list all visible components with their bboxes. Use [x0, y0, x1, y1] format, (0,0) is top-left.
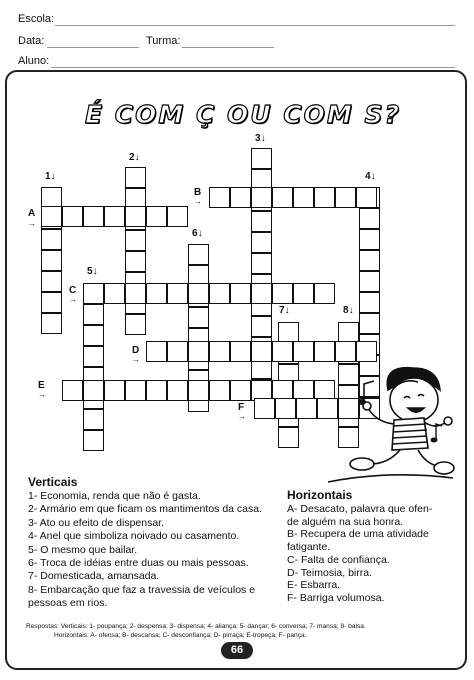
arrow-f-icon: →: [238, 412, 246, 421]
crossword-cell[interactable]: [278, 427, 299, 448]
crossword-cell[interactable]: [335, 341, 356, 362]
crossword-cell[interactable]: [83, 206, 104, 227]
crossword-cell[interactable]: [209, 380, 230, 401]
horizontais-clue: D- Teimosia, birra.: [287, 566, 372, 579]
clue-number-7: 7↓: [279, 305, 290, 316]
crossword-cell[interactable]: [293, 283, 314, 304]
crossword-cell[interactable]: [41, 206, 62, 227]
horizontais-clue: A- Desacato, palavra que ofen-: [287, 503, 433, 515]
music-note-icon: [428, 420, 448, 446]
data-label: Data:: [18, 35, 45, 47]
crossword-cell[interactable]: [356, 187, 377, 208]
crossword-cell[interactable]: [359, 271, 380, 292]
crossword-cell[interactable]: [251, 187, 272, 208]
page-title: É COM Ç OU COM S?: [85, 100, 401, 129]
crossword-cell[interactable]: [188, 380, 209, 401]
crossword-cell[interactable]: [83, 304, 104, 325]
crossword-cell[interactable]: [125, 251, 146, 272]
crossword-cell[interactable]: [83, 380, 104, 401]
crossword-cell[interactable]: [296, 398, 317, 419]
crossword-cell[interactable]: [272, 283, 293, 304]
crossword-cell[interactable]: [230, 283, 251, 304]
crossword-cell[interactable]: [41, 292, 62, 313]
crossword-cell[interactable]: [251, 211, 272, 232]
horizontais-clue: C- Falta de confiança.: [287, 553, 390, 566]
crossword-cell[interactable]: [41, 229, 62, 250]
crossword-cell[interactable]: [62, 206, 83, 227]
crossword-cell[interactable]: [146, 206, 167, 227]
crossword-cell[interactable]: [293, 341, 314, 362]
verticais-clue: 5- O mesmo que bailar.: [28, 543, 138, 556]
crossword-cell[interactable]: [125, 206, 146, 227]
crossword-cell[interactable]: [251, 283, 272, 304]
escola-label: Escola:: [18, 13, 55, 25]
crossword-cell[interactable]: [251, 253, 272, 274]
music-note-icon: [356, 378, 382, 408]
aluno-line: [51, 67, 455, 68]
crossword-cell[interactable]: [41, 313, 62, 334]
arrow-b-icon: →: [194, 197, 202, 206]
verticais-clue: pessoas em rios.: [28, 597, 108, 610]
crossword-cell[interactable]: [104, 206, 125, 227]
horizontais-clue: E- Esbarra.: [287, 579, 341, 592]
crossword-cell[interactable]: [278, 322, 299, 343]
clue-letter-b: B: [194, 187, 202, 198]
crossword-cell[interactable]: [146, 283, 167, 304]
crossword-cell[interactable]: [251, 148, 272, 169]
crossword-cell[interactable]: [167, 341, 188, 362]
crossword-cell[interactable]: [125, 380, 146, 401]
clue-number-3: 3↓: [255, 133, 266, 144]
crossword-cell[interactable]: [62, 380, 83, 401]
crossword-cell[interactable]: [359, 229, 380, 250]
crossword-cell[interactable]: [125, 230, 146, 251]
crossword-cell[interactable]: [209, 341, 230, 362]
crossword-cell[interactable]: [272, 187, 293, 208]
crossword-cell[interactable]: [335, 187, 356, 208]
crossword-cell[interactable]: [41, 271, 62, 292]
crossword-cell[interactable]: [146, 341, 167, 362]
clue-number-4: 4↓: [365, 171, 376, 182]
verticais-clue: 4- Anel que simboliza noivado ou casamento.: [28, 530, 240, 543]
horizontais-heading: Horizontais: [287, 488, 353, 502]
crossword-cell[interactable]: [83, 409, 104, 430]
crossword-cell[interactable]: [254, 398, 275, 419]
crossword-cell[interactable]: [251, 232, 272, 253]
crossword-cell[interactable]: [41, 250, 62, 271]
crossword-cell[interactable]: [83, 430, 104, 451]
crossword-cell[interactable]: [251, 341, 272, 362]
respostas-line-2: Horizontais: A- ofensa; B- descansa; C- desconfiança; D- pirraça; E-tropeça; F- pança.: [54, 632, 307, 639]
clue-letter-e: E: [38, 380, 45, 391]
clue-number-1: 1↓: [45, 171, 56, 182]
crossword-cell[interactable]: [83, 325, 104, 346]
crossword-cell[interactable]: [314, 341, 335, 362]
crossword-cell[interactable]: [188, 307, 209, 328]
crossword-cell[interactable]: [125, 167, 146, 188]
crossword-cell[interactable]: [359, 292, 380, 313]
crossword-cell[interactable]: [188, 341, 209, 362]
crossword-cell[interactable]: [188, 244, 209, 265]
crossword-cell[interactable]: [314, 283, 335, 304]
clue-number-2: 2↓: [129, 152, 140, 163]
crossword-cell[interactable]: [125, 283, 146, 304]
arrow-e-icon: →: [38, 390, 46, 399]
crossword-cell[interactable]: [125, 314, 146, 335]
clue-letter-d: D: [132, 345, 140, 356]
arrow-a-icon: →: [28, 219, 36, 228]
crossword-cell[interactable]: [146, 380, 167, 401]
crossword-cell[interactable]: [209, 187, 230, 208]
verticais-clue: 6- Troca de idéias entre duas ou mais pessoas.: [28, 557, 249, 569]
crossword-cell[interactable]: [356, 341, 377, 362]
crossword-cell[interactable]: [83, 283, 104, 304]
crossword-cell[interactable]: [275, 398, 296, 419]
crossword-cell[interactable]: [230, 341, 251, 362]
crossword-cell[interactable]: [359, 313, 380, 334]
crossword-cell[interactable]: [167, 380, 188, 401]
crossword-cell[interactable]: [359, 208, 380, 229]
crossword-cell[interactable]: [314, 187, 335, 208]
clue-number-8: 8↓: [343, 305, 354, 316]
crossword-cell[interactable]: [230, 380, 251, 401]
turma-line: [182, 47, 274, 48]
crossword-cell[interactable]: [104, 283, 125, 304]
turma-label: Turma:: [146, 35, 181, 47]
crossword-cell[interactable]: [272, 341, 293, 362]
clue-letter-c: C: [69, 285, 77, 296]
verticais-clue: 2- Armário em que ficam os mantimentos da casa.: [28, 503, 263, 516]
clue-number-5: 5↓: [87, 266, 98, 277]
crossword-cell[interactable]: [251, 316, 272, 337]
escola-line: [55, 25, 455, 26]
crossword-cell[interactable]: [104, 380, 125, 401]
arrow-c-icon: →: [69, 295, 77, 304]
data-line: [47, 47, 139, 48]
page-number: 66: [221, 642, 253, 659]
verticais-clue: 7- Domesticada, amansada.: [28, 570, 160, 583]
arrow-d-icon: →: [132, 355, 140, 364]
clue-letter-f: F: [238, 402, 245, 413]
respostas-line-1: Respostas: Verticais: 1- poupança; 2- despensa; 3- dispensa; 4- aliança; 5- dançar; 6- conversa; 7- mansa; 8- balsa.: [26, 623, 366, 630]
verticais-clue: 8- Embarcação que faz a travessia de veículos e: [28, 583, 256, 596]
clue-number-6: 6↓: [192, 228, 203, 239]
horizontais-clue: fatigante.: [287, 541, 331, 554]
crossword-cell[interactable]: [338, 322, 359, 343]
horizontais-clue: F- Barriga volumosa.: [287, 591, 385, 604]
verticais-heading: Verticais: [28, 475, 78, 489]
crossword-cell[interactable]: [167, 206, 188, 227]
crossword-cell[interactable]: [167, 283, 188, 304]
horizontais-clue: de alguém na sua honra.: [287, 515, 404, 528]
crossword-cell[interactable]: [83, 346, 104, 367]
crossword-cell[interactable]: [293, 187, 314, 208]
crossword-cell[interactable]: [188, 283, 209, 304]
crossword-cell[interactable]: [359, 250, 380, 271]
crossword-cell[interactable]: [41, 187, 62, 208]
aluno-label: Aluno:: [18, 55, 50, 67]
verticais-clue: 1- Economia, renda que não é gasta.: [28, 490, 201, 502]
clue-letter-a: A: [28, 208, 36, 219]
crossword-cell[interactable]: [209, 283, 230, 304]
verticais-clue: 3- Ato ou efeito de dispensar.: [28, 516, 165, 529]
crossword-cell[interactable]: [230, 187, 251, 208]
horizontais-clue: B- Recupera de uma atividade: [287, 528, 429, 541]
